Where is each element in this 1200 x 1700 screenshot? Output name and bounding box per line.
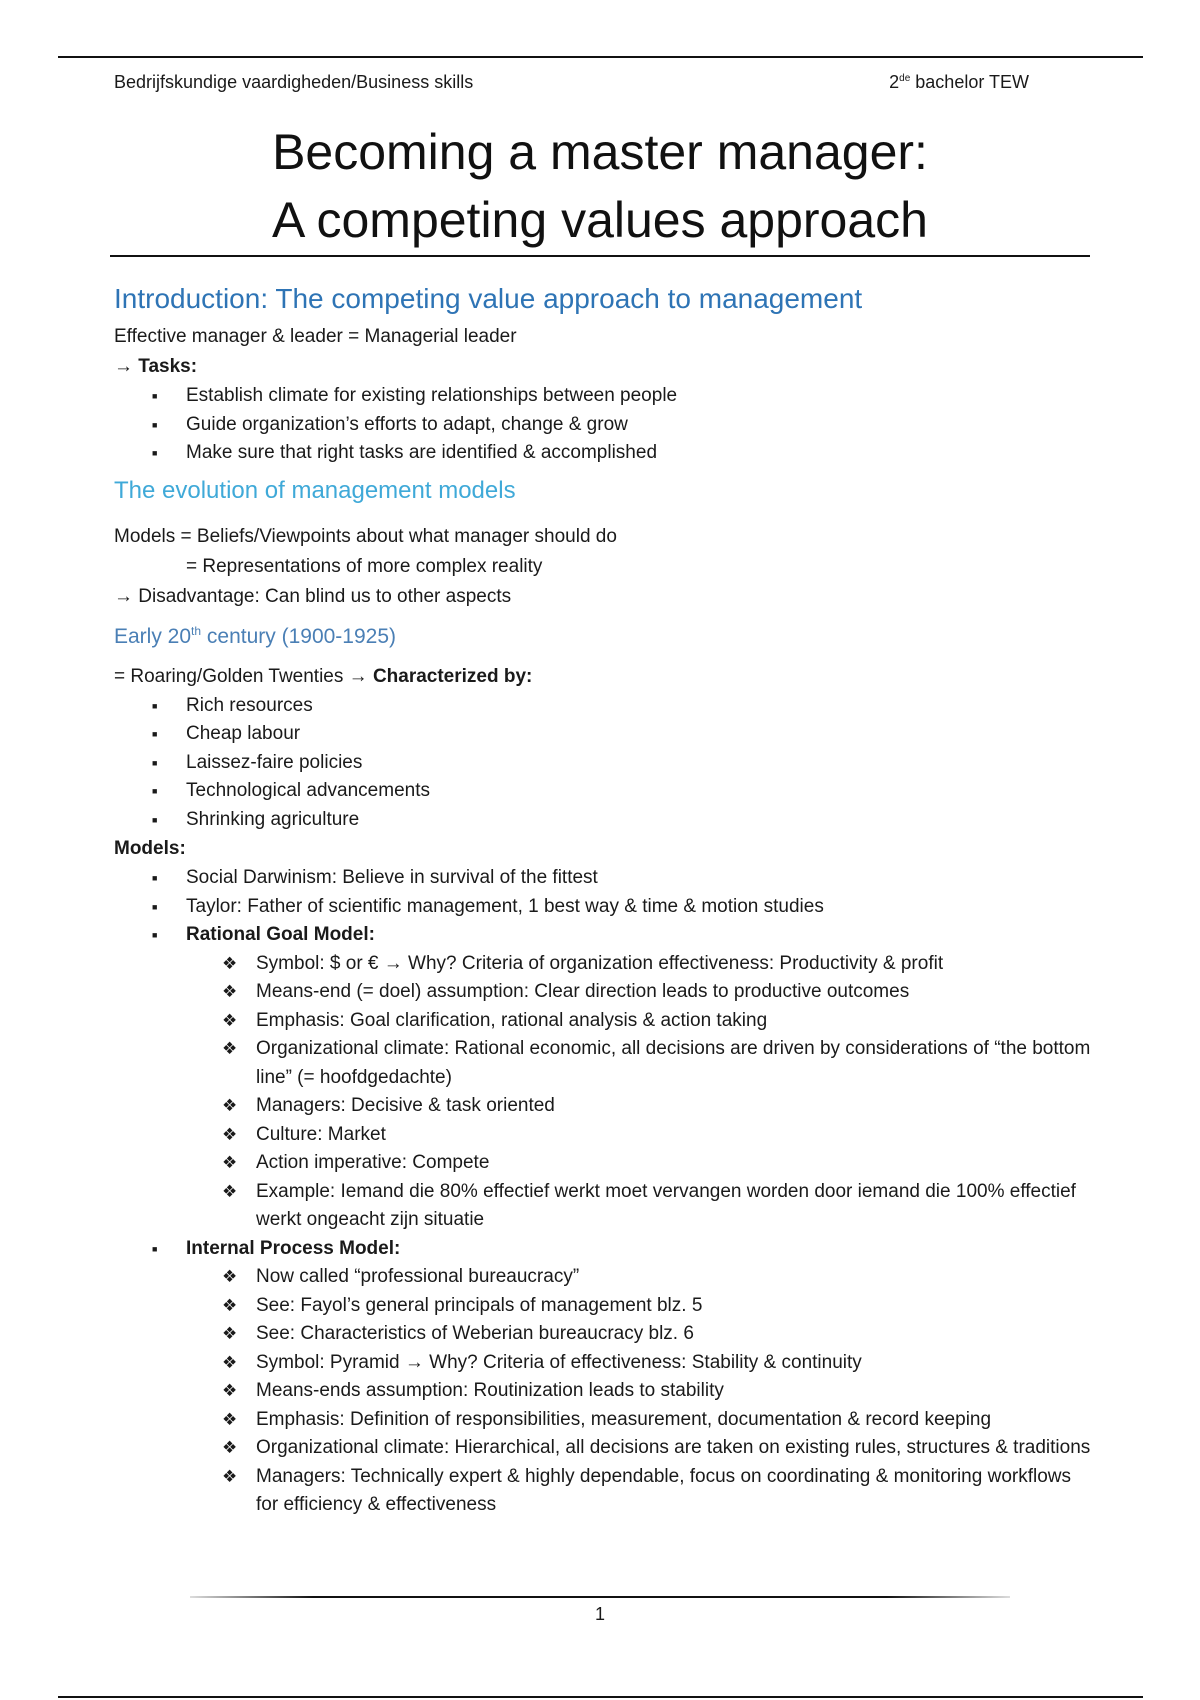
bottom-rule: [58, 1696, 1143, 1698]
program-label: 2de bachelor TEW: [889, 72, 1029, 92]
roaring-twenties-line: = Roaring/Golden Twenties → Characterized by:: [114, 665, 533, 687]
title-line-2: A competing values approach: [272, 192, 928, 248]
list-item: ❖ See: Fayol’s general principals of management blz. 5: [256, 1292, 1094, 1321]
list-item: ❖ Symbol: $ or € → Why? Criteria of organization effectiveness: Productivity & profit: [256, 950, 1094, 979]
models-definition-1: Models = Beliefs/Viewpoints about what manager should do: [114, 525, 617, 547]
list-item: ❖ Emphasis: Definition of responsibilities, measurement, documentation & record keeping: [256, 1406, 1094, 1435]
title-line-1: Becoming a master manager:: [272, 124, 928, 180]
list-item: ❖ Means-end (= doel) assumption: Clear direction leads to productive outcomes: [256, 978, 1094, 1007]
footer-rule: [190, 1596, 1010, 1598]
models-label: Models:: [114, 838, 186, 859]
list-item: ■ Technological advancements: [186, 777, 1094, 806]
list-item: ❖ Culture: Market: [256, 1121, 1094, 1150]
list-item: ❖ Managers: Decisive & task oriented: [256, 1092, 1094, 1121]
list-item: ❖ Example: Iemand die 80% effectief werkt moet vervangen worden door iemand die 100% effectief werkt ongeacht zijn situatie: [256, 1178, 1094, 1235]
list-item: ❖ Organizational climate: Rational economic, all decisions are driven by considerations of “the bottom line” (= hoofdgedachte): [256, 1035, 1094, 1092]
top-rule: [58, 56, 1143, 58]
list-item: ❖ Means-ends assumption: Routinization leads to stability: [256, 1377, 1094, 1406]
rational-goal-model: [186, 921, 1094, 1235]
title-rule: [110, 255, 1090, 257]
list-item: ■ Make sure that right tasks are identified & accomplished: [186, 439, 1094, 468]
list-item: ■ Shrinking agriculture: [186, 806, 1094, 835]
evolution-heading: The evolution of management models: [114, 476, 516, 504]
rational-goal-title: Rational Goal Model:: [186, 924, 375, 945]
list-item: ❖ See: Characteristics of Weberian bureaucracy blz. 6: [256, 1320, 1094, 1349]
list-item: ❖ Action imperative: Compete: [256, 1149, 1094, 1178]
intro-definition: Effective manager & leader = Managerial leader: [114, 326, 517, 347]
list-item: ■ Social Darwinism: Believe in survival of the fittest: [186, 864, 1094, 893]
tasks-label: → Tasks:: [114, 356, 198, 377]
internal-process-list: [186, 1263, 1094, 1520]
models-definition-2: = Representations of more complex reality: [186, 555, 543, 577]
course-title: Bedrijfskundige vaardigheden/Business skills: [114, 72, 474, 92]
list-item: ■ Rich resources: [186, 692, 1094, 721]
disadvantage-text: → Disadvantage: Can blind us to other aspects: [114, 585, 512, 607]
list-item: ■ Cheap labour: [186, 720, 1094, 749]
list-item: ❖ Managers: Technically expert & highly dependable, focus on coordinating & monitoring workflows for efficiency & effectiveness: [256, 1463, 1094, 1520]
document-body: [114, 280, 1094, 1520]
rational-goal-list: [186, 950, 1094, 1235]
list-item: ❖ Organizational climate: Hierarchical, all decisions are taken on existing rules, structures & traditions: [256, 1434, 1094, 1463]
list-item: ❖ Emphasis: Goal clarification, rational analysis & action taking: [256, 1007, 1094, 1036]
page-number: 1: [594, 1604, 605, 1624]
intro-heading: Introduction: The competing value approach to management: [114, 283, 863, 314]
internal-process-title: Internal Process Model:: [186, 1237, 401, 1259]
list-item: ■ Taylor: Father of scientific management, 1 best way & time & motion studies: [186, 893, 1094, 922]
characteristics-list: [114, 692, 1094, 835]
list-item: ■ Establish climate for existing relationships between people: [186, 382, 1094, 411]
tasks-list: [114, 382, 1094, 468]
list-item: ❖ Now called “professional bureaucracy”: [256, 1263, 1094, 1292]
list-item: ❖ Symbol: Pyramid → Why? Criteria of effectiveness: Stability & continuity: [256, 1349, 1094, 1378]
list-item: ■ Laissez-faire policies: [186, 749, 1094, 778]
internal-process-model: [186, 1235, 1094, 1520]
list-item: ■ Guide organization’s efforts to adapt, change & grow: [186, 411, 1094, 440]
models-list: [114, 864, 1094, 1520]
early-century-heading: Early 20th century (1900-1925): [114, 623, 397, 648]
document-title: [110, 118, 1090, 254]
